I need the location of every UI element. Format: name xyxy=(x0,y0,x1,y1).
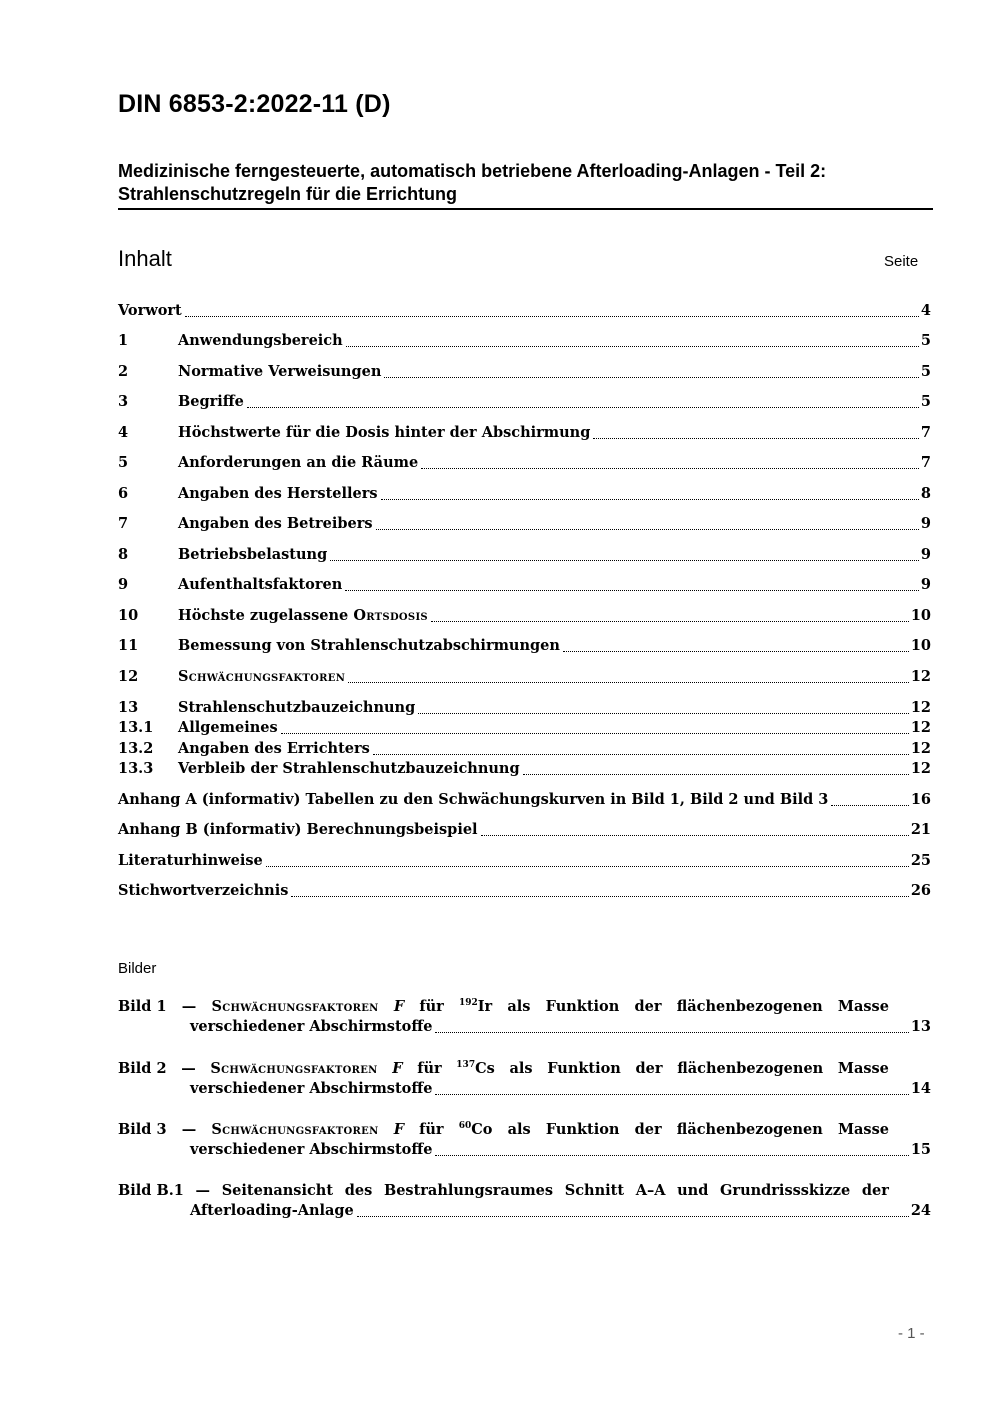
leader-dots xyxy=(266,865,909,867)
leader-dots xyxy=(563,650,909,652)
leader-dots xyxy=(381,498,919,500)
leader-dots xyxy=(831,804,908,806)
figure-entry[interactable]: Bild 3 — Schwächungsfaktoren F für $^{60}$Co als Funktion der flächenbezogenen Masse verschiedener Abschirmstoffe 15 xyxy=(118,1121,931,1158)
toc-heading: Inhalt xyxy=(118,246,172,271)
toc-entry[interactable]: 7 Angaben des Betreibers 9 xyxy=(118,515,931,532)
toc-entry[interactable]: Anhang A (informativ) Tabellen zu den Schwächungskurven in Bild 1, Bild 2 und Bild 3 16 xyxy=(118,791,931,808)
toc-entry[interactable]: 1 Anwendungsbereich 5 xyxy=(118,332,931,349)
leader-dots xyxy=(348,681,909,683)
leader-dots xyxy=(376,528,919,530)
leader-dots xyxy=(431,620,909,622)
toc-entry[interactable]: 10 Höchste zugelassene Ortsdosis 10 xyxy=(118,607,931,624)
leader-dots xyxy=(346,345,919,347)
leader-dots xyxy=(481,834,909,836)
leader-dots xyxy=(435,1093,908,1095)
figures-heading: Bilder xyxy=(118,960,157,977)
leader-dots xyxy=(373,753,909,755)
toc-entry[interactable]: 13 Strahlenschutzbauzeichnung 12 xyxy=(118,699,931,716)
leader-dots xyxy=(291,895,908,897)
toc-entry[interactable]: Vorwort 4 xyxy=(118,302,931,319)
leader-dots xyxy=(418,712,909,714)
page-number: - 1 - xyxy=(898,1325,925,1342)
toc-entry[interactable]: 13.3 Verbleib der Strahlenschutzbauzeichnung 12 xyxy=(118,760,931,777)
toc-entry[interactable]: 8 Betriebsbelastung 9 xyxy=(118,546,931,563)
toc-entry[interactable]: 12 Schwächungsfaktoren 12 xyxy=(118,668,931,685)
toc-entry[interactable]: 9 Aufenthaltsfaktoren 9 xyxy=(118,576,931,593)
leader-dots xyxy=(523,773,909,775)
subtitle-line-2: Strahlenschutzregeln für die Errichtung xyxy=(118,184,458,204)
leader-dots xyxy=(421,467,919,469)
toc-entry[interactable]: 2 Normative Verweisungen 5 xyxy=(118,363,931,380)
figure-entry[interactable]: Bild 1 — Schwächungsfaktoren F für $^{192}$Ir als Funktion der flächenbezogenen Masse verschiedener Abschirmstoffe 13 xyxy=(118,998,931,1035)
document-subtitle xyxy=(118,160,933,210)
leader-dots xyxy=(185,315,919,317)
toc-entry[interactable]: Literaturhinweise 25 xyxy=(118,852,931,869)
figure-entry[interactable]: Bild B.1 — Seitenansicht des Bestrahlungsraumes Schnitt A–A und Grundrissskizze der Afterloading-Anlage 24 xyxy=(118,1182,931,1219)
toc-page-label: Seite xyxy=(884,253,919,270)
toc-entry[interactable]: 5 Anforderungen an die Räume 7 xyxy=(118,454,931,471)
document-title: DIN 6853-2:2022-11 (D) xyxy=(118,90,391,118)
toc-entry[interactable]: Stichwortverzeichnis 26 xyxy=(118,882,931,899)
toc-entry[interactable]: 6 Angaben des Herstellers 8 xyxy=(118,485,931,502)
toc-entry[interactable]: 4 Höchstwerte für die Dosis hinter der Abschirmung 7 xyxy=(118,424,931,441)
leader-dots xyxy=(345,589,919,591)
leader-dots xyxy=(357,1215,909,1217)
leader-dots xyxy=(593,437,919,439)
toc-entry[interactable]: Anhang B (informativ) Berechnungsbeispiel 21 xyxy=(118,821,931,838)
toc-entry[interactable]: 13.2 Angaben des Errichters 12 xyxy=(118,740,931,757)
subtitle-line-1: Medizinische ferngesteuerte, automatisch betriebene Afterloading-Anlagen - Teil 2: xyxy=(118,161,827,181)
toc-entry[interactable]: 11 Bemessung von Strahlenschutzabschirmungen 10 xyxy=(118,637,931,654)
leader-dots xyxy=(435,1031,908,1033)
leader-dots xyxy=(330,559,919,561)
toc-entry[interactable]: 13.1 Allgemeines 12 xyxy=(118,719,931,736)
figure-entry[interactable]: Bild 2 — Schwächungsfaktoren F für $^{137}$Cs als Funktion der flächenbezogenen Masse verschiedener Abschirmstoffe 14 xyxy=(118,1060,931,1097)
toc-entry[interactable]: 3 Begriffe 5 xyxy=(118,393,931,410)
leader-dots xyxy=(435,1154,908,1156)
leader-dots xyxy=(384,376,919,378)
leader-dots xyxy=(281,732,909,734)
leader-dots xyxy=(247,406,919,408)
